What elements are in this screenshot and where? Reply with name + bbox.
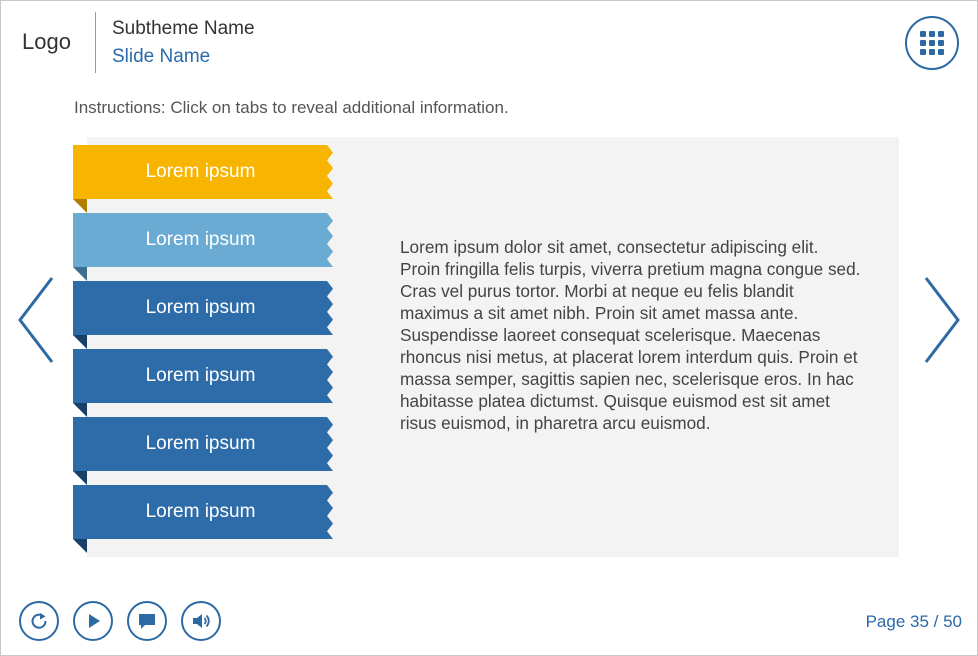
tab-fold	[73, 403, 87, 417]
logo: Logo	[22, 29, 71, 54]
tab-5[interactable]	[73, 417, 333, 471]
tab-2[interactable]	[73, 213, 333, 267]
replay-icon	[28, 610, 50, 632]
speaker-icon	[190, 610, 212, 632]
grid-menu-icon	[920, 31, 944, 55]
next-slide-button[interactable]	[920, 274, 964, 366]
tab-fold	[73, 335, 87, 349]
tab-fold	[73, 267, 87, 281]
tab-label: Lorem ipsum	[145, 433, 256, 454]
menu-button[interactable]	[905, 16, 959, 70]
play-button[interactable]	[73, 601, 113, 641]
tab-fold	[73, 199, 87, 213]
header-divider	[95, 12, 96, 73]
chevron-left-icon	[14, 274, 58, 366]
play-icon	[82, 610, 104, 632]
tab-label: Lorem ipsum	[145, 229, 256, 250]
chevron-right-icon	[920, 274, 964, 366]
tab-6[interactable]	[73, 485, 333, 539]
speech-bubble-icon	[136, 610, 158, 632]
tab-content-text: Lorem ipsum dolor sit amet, consectetur adipiscing elit. Proin fringilla felis turpis, viverra pretium magna congue sed. Cras vel purus tortor. Morbi at neque eu felis blandit maximus a sit amet nibh. Proin sit amet massa ante. Suspendisse laoreet consequat scelerisque. Maecenas rhoncus nisi metus, at placerat lorem interdum quis. Proin et massa semper, sagittis sapien nec, scelerisque eros. In hac habitasse platea dictumst. Quisque euismod est sit amet risus euismod, in pharetra arcu euismod.	[400, 237, 861, 433]
tab-fold	[73, 471, 87, 485]
tab-1[interactable]	[73, 145, 333, 199]
tab-label: Lorem ipsum	[145, 365, 256, 386]
tab-label: Lorem ipsum	[145, 161, 256, 182]
tab-3[interactable]	[73, 281, 333, 335]
instructions-text: Instructions: Click on tabs to reveal additional information.	[74, 98, 509, 117]
slide-name: Slide Name	[112, 46, 211, 67]
tab-fold	[73, 539, 87, 553]
previous-slide-button[interactable]	[14, 274, 58, 366]
tab-label: Lorem ipsum	[145, 297, 256, 318]
captions-button[interactable]	[127, 601, 167, 641]
tab-label: Lorem ipsum	[145, 501, 256, 522]
subtheme-name: Subtheme Name	[112, 18, 255, 39]
page-indicator: Page 35 / 50	[865, 612, 962, 631]
replay-button[interactable]	[19, 601, 59, 641]
tab-4[interactable]	[73, 349, 333, 403]
audio-button[interactable]	[181, 601, 221, 641]
